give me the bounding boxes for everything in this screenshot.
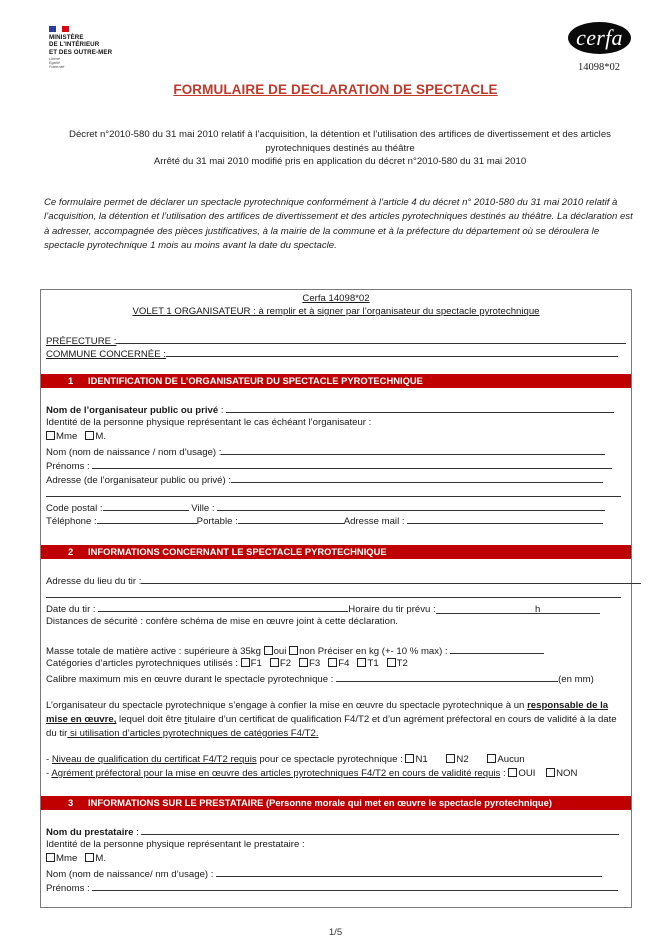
m-checkbox[interactable] (85, 431, 94, 440)
cerfa-reference: Cerfa 14098*02 (302, 293, 370, 304)
prestataire-civility-row: Mme M. (46, 853, 106, 865)
calibre-row: Calibre maximum mis en œuvre durant le spectacle pyrotechnique : (en mm) (46, 674, 594, 685)
org-civility-row: Mme M. (46, 431, 106, 443)
masse-kg-input[interactable] (450, 644, 544, 654)
horaire-input[interactable]: h (436, 604, 600, 614)
section-1-header: 1 IDENTIFICATION DE L’ORGANISATEUR DU SPECTACLE PYROTECHNIQUE (41, 374, 631, 388)
org-identity-label: Identité de la personne physique représentant le cas échéant l’organisateur : (46, 417, 372, 428)
form-header (41, 292, 631, 318)
niveau-row: - Niveau de qualification du certificat F4/T2 requis pour ce spectacle pyrotechnique : N1 N2 Aucun (46, 754, 525, 765)
niveau-aucun-checkbox[interactable] (487, 754, 496, 763)
agrement-oui-checkbox[interactable] (508, 768, 517, 777)
commune-row (46, 347, 618, 361)
ministry-motto: Liberté Égalité Fraternité (49, 56, 65, 70)
volet-title: VOLET 1 ORGANISATEUR : à remplir et à signer par l’organisateur du spectacle pyrotechnique (132, 306, 540, 317)
decree-reference: Décret n°2010-580 du 31 mai 2010 relatif à l’acquisition, la détention et l’utilisation des artifices de divertissement et des articles pyrotechniques destinés au théâtre Arrêté du 31 mai 2010 modifié pris en application du décret n°2010-580 du 31 mai 2010 (69, 129, 611, 167)
org-adresse-row: Adresse (de l’organisateur public ou privé) : (46, 473, 603, 487)
prefecture-row (46, 334, 626, 348)
ministry-logo (49, 26, 139, 70)
ministry-name: MINISTÈRE DE L'INTÉRIEUR ET DES OUTRE-MER (49, 34, 113, 56)
org-city-row: Code postal : Ville : (46, 501, 605, 515)
adresse-tir-row: Adresse du lieu du tir : (46, 574, 641, 588)
org-nom-row: Nom (nom de naissance / nom d’usage) : (46, 445, 605, 459)
distances-text: Distances de sécurité : confère schéma de mise en œuvre joint à cette déclaration. (46, 616, 398, 627)
form-box (40, 289, 632, 908)
categories-row: Catégories d’articles pyrotechniques utilisés : F1 F2 F3 F4 T1 T2 (46, 658, 408, 669)
cat-f3-checkbox[interactable] (299, 658, 308, 667)
org-nom-input[interactable] (221, 445, 605, 455)
section-2-header: 2 INFORMATIONS CONCERNANT LE SPECTACLE PYROTECHNIQUE (41, 545, 631, 559)
masse-non-checkbox[interactable] (289, 646, 298, 655)
prestataire-mme-checkbox[interactable] (46, 853, 55, 862)
mme-checkbox[interactable] (46, 431, 55, 440)
agrement-non-checkbox[interactable] (546, 768, 555, 777)
email-input[interactable] (407, 514, 603, 524)
commune-input[interactable] (166, 347, 618, 357)
masse-row: Masse totale de matière active : supérieure à 35kg oui non Préciser en kg (+- 10 % max) : (46, 644, 544, 658)
prestataire-prenoms-row: Prénoms : (46, 881, 618, 895)
cat-f2-checkbox[interactable] (270, 658, 279, 667)
cat-t1-checkbox[interactable] (357, 658, 366, 667)
org-name-row: Nom de l’organisateur public ou privé : (46, 403, 614, 417)
prestataire-name-row: Nom du prestataire : (46, 825, 619, 839)
niveau-n1-checkbox[interactable] (405, 754, 414, 763)
cat-f1-checkbox[interactable] (241, 658, 250, 667)
prestataire-nom-input[interactable] (216, 867, 602, 877)
commune-label: COMMUNE CONCERNÉE : (46, 349, 166, 360)
adresse-tir-input[interactable] (141, 574, 641, 584)
org-adresse-input[interactable] (231, 473, 603, 483)
prefecture-label: PRÉFECTURE : (46, 336, 117, 347)
telephone-input[interactable] (97, 514, 197, 524)
code-postal-input[interactable] (103, 501, 189, 511)
ville-input[interactable] (217, 501, 605, 511)
adresse-tir-row-2 (46, 588, 621, 602)
prestataire-identity-label: Identité de la personne physique représentant le prestataire : (46, 839, 305, 850)
org-prenoms-row: Prénoms : (46, 459, 612, 473)
date-tir-row: Date du tir : Horaire du tir prévu : h (46, 602, 600, 616)
masse-oui-checkbox[interactable] (264, 646, 273, 655)
adresse-tir-input-2[interactable] (46, 588, 621, 598)
cerfa-number: 14098*02 (578, 62, 620, 73)
org-adresse-input-2[interactable] (46, 487, 621, 497)
prestataire-prenoms-input[interactable] (92, 881, 618, 891)
prestataire-nom-row: Nom (nom de naissance/ nm d’usage) : (46, 867, 602, 881)
prestataire-m-checkbox[interactable] (85, 853, 94, 862)
cerfa-logo: cerfa (568, 22, 631, 54)
org-contact-row: Téléphone : Portable : Adresse mail : (46, 514, 603, 528)
intro-text: Ce formulaire permet de déclarer un spectacle pyrotechnique conformément à l’article 4 du décret n° 2010-580 du 31 mai 2010 relatif à l’acquisition, la détention et l’utilisation des artifices de divertissement et des articles pyrotechniques destinés au théâtre. La déclaration est à adresser, accompagnée des pièces justificatives, à la mairie de la commune et à la préfecture du département où se déroulera le spectacle pyrotechnique 1 mois au moins avant la date du spectacle. (44, 197, 633, 252)
prefecture-input[interactable] (116, 334, 626, 344)
org-adresse-row-2 (46, 487, 621, 501)
cat-t2-checkbox[interactable] (387, 658, 396, 667)
agrement-row: - Agrément préfectoral pour la mise en œuvre des articles pyrotechniques F4/T2 en cours de validité requis : OUI NON (46, 768, 578, 779)
org-prenoms-input[interactable] (92, 459, 612, 469)
page-title: FORMULAIRE DE DECLARATION DE SPECTACLE (173, 82, 498, 97)
portable-input[interactable] (238, 514, 344, 524)
calibre-input[interactable] (336, 672, 558, 682)
date-tir-input[interactable] (98, 602, 348, 612)
prestataire-name-input[interactable] (141, 825, 619, 835)
org-name-input[interactable] (226, 403, 614, 413)
cat-f4-checkbox[interactable] (328, 658, 337, 667)
section-3-header: 3 INFORMATIONS SUR LE PRESTATAIRE (Personne morale qui met en œuvre le spectacle pyrotechnique) (41, 796, 631, 810)
page-number: 1/5 (328, 927, 343, 938)
french-flag-icon (49, 26, 139, 32)
engagement-paragraph: L’organisateur du spectacle pyrotechnique s’engage à confier la mise en œuvre du spectacle pyrotechnique à un responsable de la mise en œuvre, lequel doit être titulaire d’un certificat de qualification F4/T2 et d’un agrément préfectoral en cours de validité à la date du tir si utilisation d’articles pyrotechniques de catégories F4/T2. (46, 700, 617, 739)
niveau-n2-checkbox[interactable] (446, 754, 455, 763)
